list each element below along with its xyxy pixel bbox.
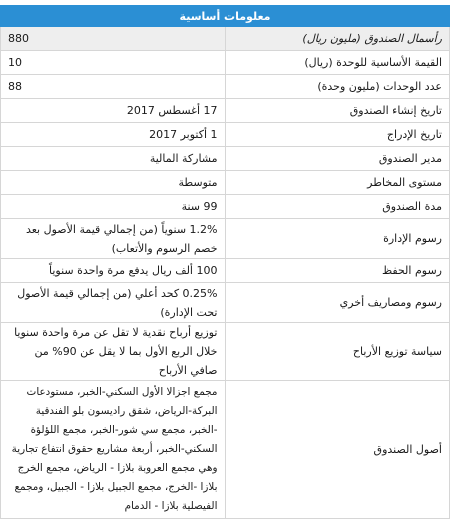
row-other-fees [1, 283, 450, 323]
label-other-fees: رسوم ومصاريف أخري [225, 283, 450, 323]
value-fund-assets: مجمع اجزالا الأول السكني-الخبر، مستودعات البركة-الرياض، شقق راديسون بلو الفندقية -الخبر، مجمع سي شور-الخبر، مجمع اللؤلؤة السكني-الخبر، أربعة مشاريع حقوق انتفاع تجارية وهي مجمع العروبة بلازا - الرياض، مجمع الخرج بلازا -الخرج، مجمع الجبيل بلازا - الجبيل، ومجمع الفيصلية بلازا - الدمام [1, 381, 226, 519]
value-management-fee: 1.2% سنوياً (من إجمالي قيمة الأصول بعد خصم الرسوم والأتعاب) [1, 219, 226, 259]
label-inception-date: تاريخ إنشاء الصندوق [225, 99, 450, 123]
row-custody-fee [1, 259, 450, 283]
row-fund-term [1, 195, 450, 219]
label-management-fee: رسوم الإدارة [225, 219, 450, 259]
value-dividend-policy: توزيع أرباح نقدية لا تقل عن مرة واحدة سنويا خلال الربع الأول بما لا يقل عن 90% من صافي الأرباح [1, 323, 226, 381]
value-fund-capital: 880 [1, 27, 226, 51]
row-management-fee [1, 219, 450, 259]
label-unit-base-value: القيمة الأساسية للوحدة (ريال) [225, 51, 450, 75]
table-header-row [1, 6, 450, 27]
basic-info-table [0, 5, 450, 519]
table-title: معلومات أساسية [1, 6, 450, 27]
row-unit-base-value [1, 51, 450, 75]
value-units-count: 88 [1, 75, 226, 99]
value-custody-fee: 100 ألف ريال يدفع مرة واحدة سنوياً [1, 259, 226, 283]
label-risk-level: مستوى المخاطر [225, 171, 450, 195]
label-fund-manager: مدير الصندوق [225, 147, 450, 171]
row-dividend-policy [1, 323, 450, 381]
label-custody-fee: رسوم الحفظ [225, 259, 450, 283]
value-other-fees: 0.25% كحد أعلي (من إجمالي قيمة الأصول تحت الإدارة) [1, 283, 226, 323]
label-fund-assets: أصول الصندوق [225, 381, 450, 519]
label-fund-term: مدة الصندوق [225, 195, 450, 219]
value-inception-date: 17 أغسطس 2017 [1, 99, 226, 123]
row-risk-level [1, 171, 450, 195]
row-listing-date [1, 123, 450, 147]
row-fund-capital [1, 27, 450, 51]
label-units-count: عدد الوحدات (مليون وحدة) [225, 75, 450, 99]
label-listing-date: تاريخ الإدراج [225, 123, 450, 147]
row-units-count [1, 75, 450, 99]
value-fund-manager: مشاركة المالية [1, 147, 226, 171]
row-inception-date [1, 99, 450, 123]
value-risk-level: متوسطة [1, 171, 226, 195]
value-listing-date: 1 أكتوبر 2017 [1, 123, 226, 147]
row-fund-assets [1, 381, 450, 519]
value-fund-term: 99 سنة [1, 195, 226, 219]
value-unit-base-value: 10 [1, 51, 226, 75]
row-fund-manager [1, 147, 450, 171]
label-fund-capital: رأسمال الصندوق (مليون ريال) [225, 27, 450, 51]
label-dividend-policy: سياسة توزيع الأرباح [225, 323, 450, 381]
